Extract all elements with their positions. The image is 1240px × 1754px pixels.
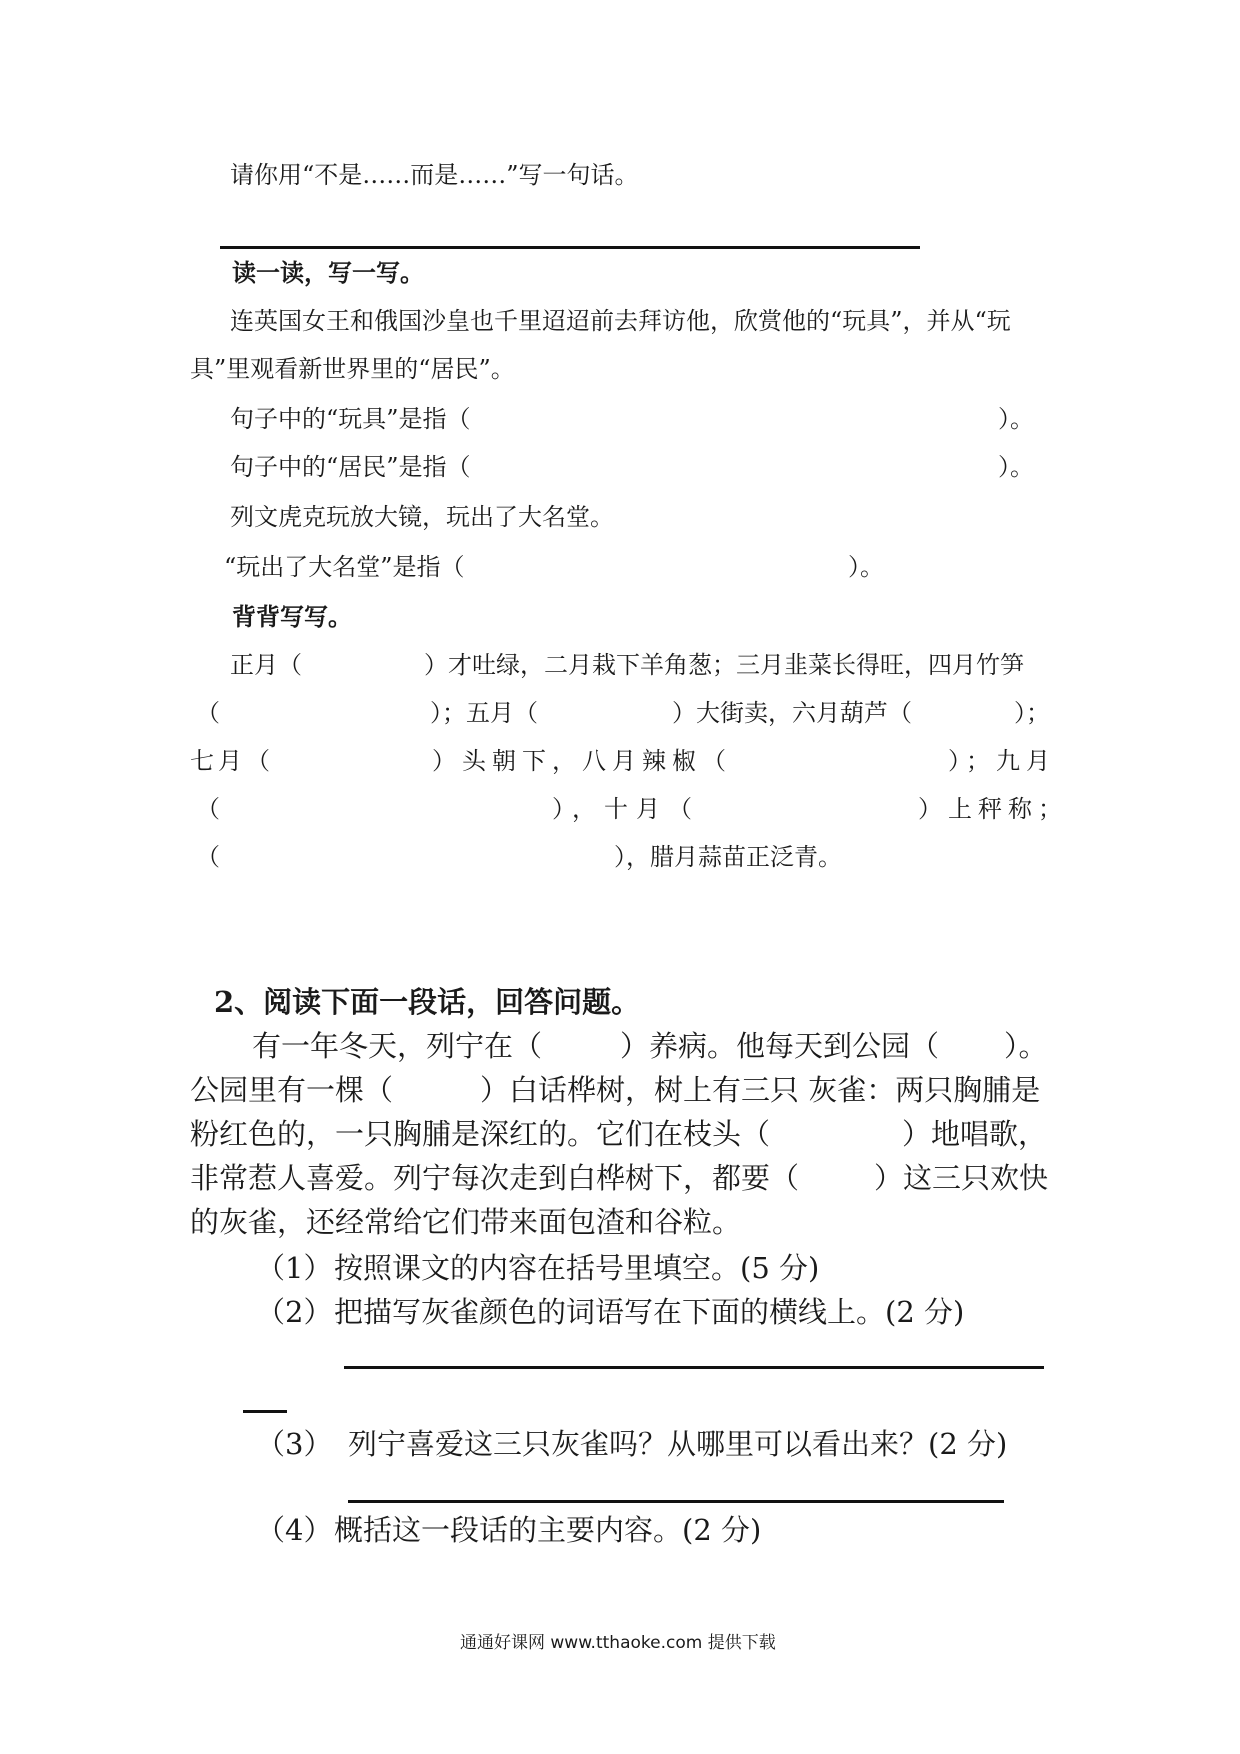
paragraph-line-3-a: 粉红色的，一只胸脯是深红的。它们在枝头（ xyxy=(190,1117,771,1151)
passage-line-1: 连英国女王和俄国沙皇也千里迢迢前去拜访他，欣赏他的“玩具”，并从“玩 xyxy=(230,307,1011,335)
paragraph-line-1-b: ）养病。他每天到公园（ xyxy=(620,1029,940,1063)
paragraph-line-4-b: ）这三只欢快 xyxy=(874,1161,1049,1195)
recite-line-4-a: （ xyxy=(196,795,220,823)
question-3-text: 列宁喜爱这三只灰雀吗？从哪里可以看出来？(2 分) xyxy=(348,1427,1008,1461)
recite-line-2-d: ）； xyxy=(1014,699,1050,727)
question-toy-close: ）。 xyxy=(998,405,1034,433)
paragraph-line-2-b: ）白话桦树，树上有三只 灰雀：两只胸脯是 xyxy=(480,1073,1041,1107)
question-resident: 句子中的“居民”是指（ xyxy=(230,453,471,481)
answer-line-stub xyxy=(243,1410,287,1413)
question-fame: “玩出了大名堂”是指（ xyxy=(224,553,465,581)
question-4-text: 概括这一段话的主要内容。(2 分) xyxy=(334,1513,762,1547)
question-toy: 句子中的“玩具”是指（ xyxy=(230,405,471,433)
question-2-text: 把描写灰雀颜色的词语写在下面的横线上。(2 分) xyxy=(334,1295,965,1329)
recite-line-1-a: 正月（ xyxy=(230,651,302,679)
answer-line[interactable] xyxy=(344,1366,1044,1369)
answer-line[interactable] xyxy=(220,246,920,249)
question-fame-close: ）。 xyxy=(848,553,884,581)
recite-line-2-b: ）；五月（ xyxy=(430,699,538,727)
paragraph-line-3-b: ）地唱歌， xyxy=(902,1117,1048,1151)
passage-line-2: 具”里观看新世界里的“居民”。 xyxy=(190,355,515,383)
paragraph-line-5: 的灰雀，还经常给它们带来面包渣和谷粒。 xyxy=(190,1205,742,1239)
paragraph-line-1-a: 有一年冬天，列宁在（ xyxy=(252,1029,543,1063)
recite-line-3-a: 七月（ xyxy=(190,747,274,775)
recite-line-1-b: ）才吐绿，二月栽下羊角葱；三月韭菜长得旺，四月竹笋 xyxy=(424,651,1024,679)
paragraph-line-4-a: 非常惹人喜爱。列宁每次走到白桦树下，都要（ xyxy=(190,1161,800,1195)
section-2-heading: 2、阅读下面一段话，回答问题。 xyxy=(214,985,641,1019)
answer-line[interactable] xyxy=(348,1500,1004,1503)
recite-line-2-c: ）大街卖，六月葫芦（ xyxy=(672,699,912,727)
question-1-text: 按照课文的内容在括号里填空。(5 分) xyxy=(334,1251,820,1285)
recite-line-5-a: （ xyxy=(196,843,220,871)
recite-heading: 背背写写。 xyxy=(232,602,352,631)
sentence-prompt: 请你用“不是……而是……”写一句话。 xyxy=(230,161,639,189)
recite-line-4-b: ），十月（ xyxy=(552,795,700,823)
recite-line-2-a: （ xyxy=(196,699,220,727)
paragraph-line-2-a: 公园里有一棵（ xyxy=(190,1073,394,1107)
recite-line-4-c: ）上秤称； xyxy=(918,795,1068,823)
footer-credit: 通通好课网 www.tthaoke.com 提供下载 xyxy=(460,1633,776,1653)
recite-line-3-c: ）；九月 xyxy=(948,747,1056,775)
question-1-number: （1） xyxy=(256,1251,333,1285)
question-4-number: （4） xyxy=(256,1513,333,1547)
question-3-number: （3） xyxy=(256,1427,333,1461)
question-2-number: （2） xyxy=(256,1295,333,1329)
question-resident-close: ）。 xyxy=(998,453,1034,481)
sentence-2: 列文虎克玩放大镜，玩出了大名堂。 xyxy=(230,503,614,531)
recite-line-3-b: ）头朝下，八月辣椒（ xyxy=(432,747,732,775)
paragraph-line-1-c: ）。 xyxy=(1004,1029,1048,1063)
recite-line-5-b: ），腊月蒜苗正泛青。 xyxy=(614,843,842,871)
read-write-heading: 读一读，写一写。 xyxy=(232,258,424,287)
